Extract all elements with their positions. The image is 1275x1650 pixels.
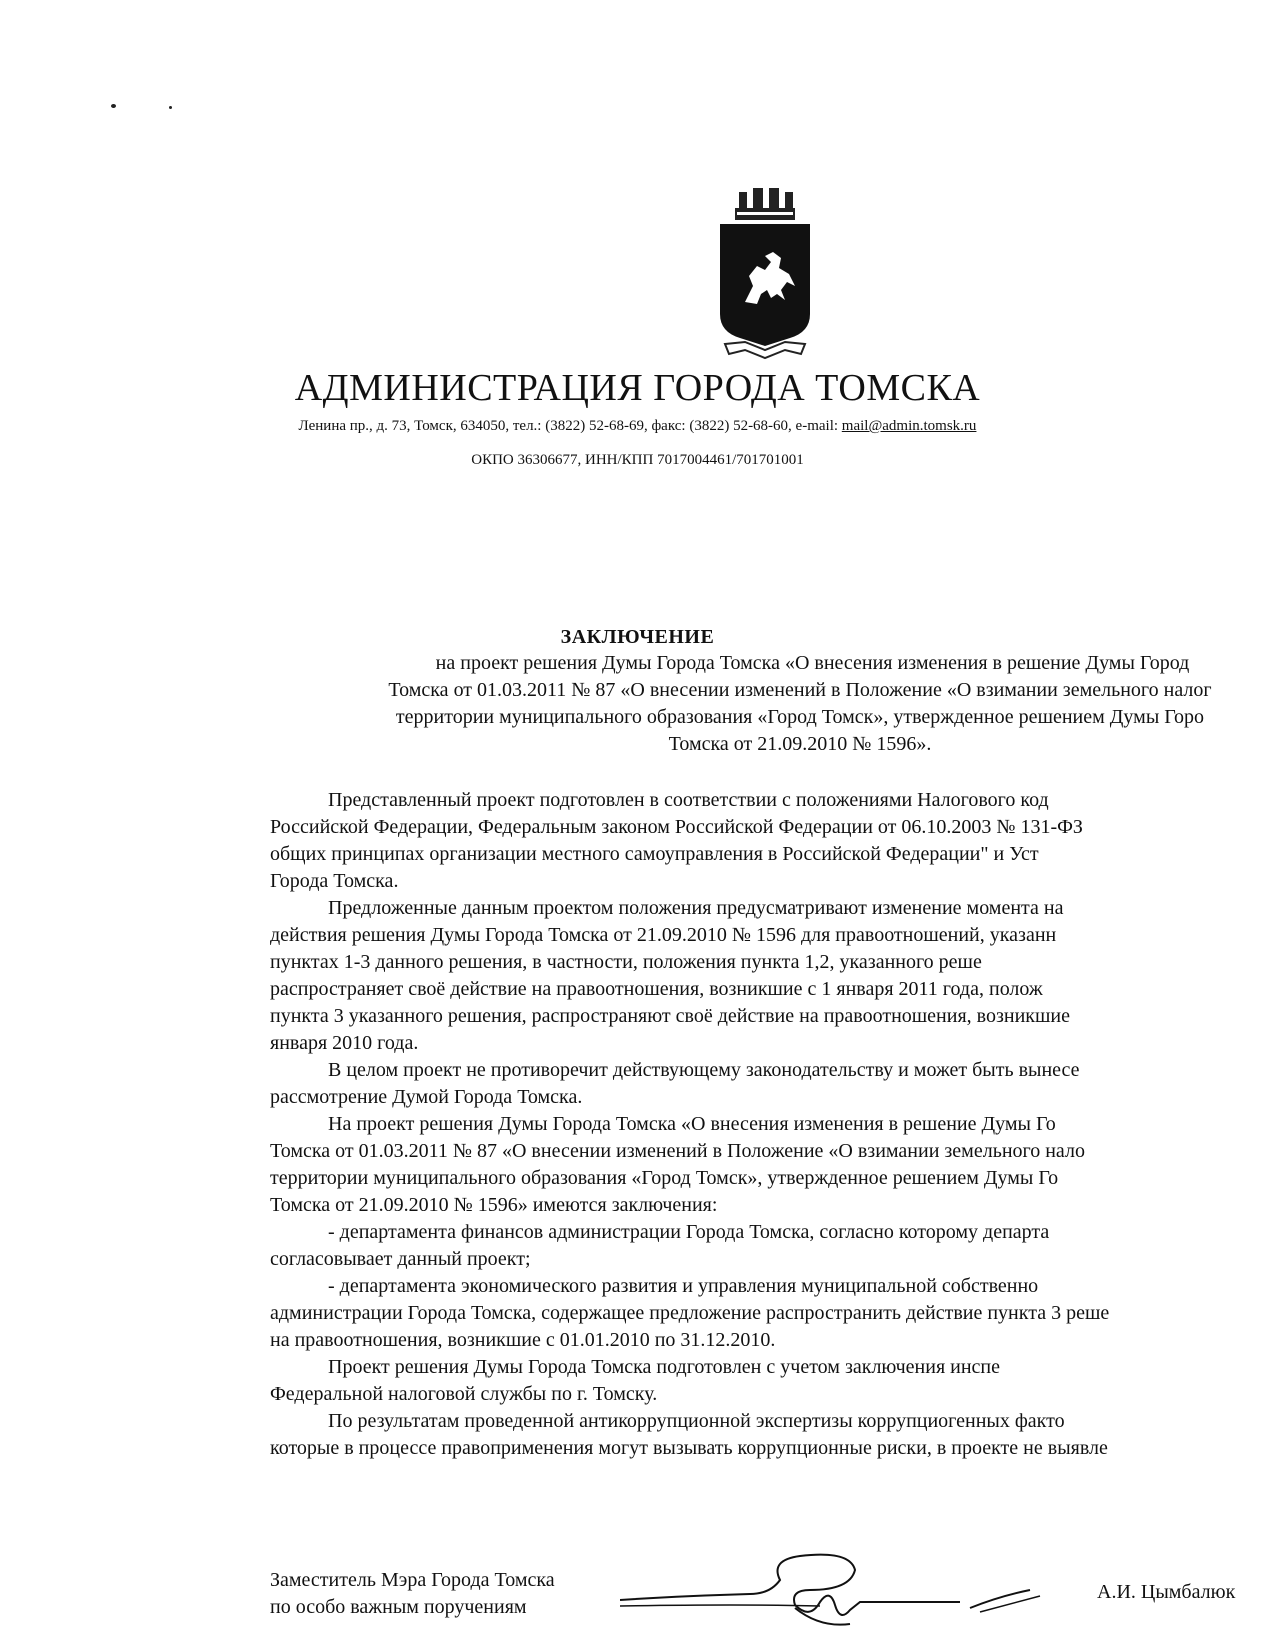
signatory-position: Заместитель Мэра Города Томска по особо важным поручениям xyxy=(270,1569,555,1618)
address-text: Ленина пр., д. 73, Томск, 634050, тел.: (3822) 52-68-69, факс: (3822) 52-68-60, e-mail: xyxy=(298,418,842,434)
handwritten-signature xyxy=(620,1550,1050,1640)
paragraph: - департамента экономического развития и управления муниципальной собственно администрации Города Томска, содержащее предложение распространить действие пункта 3 реше на правоотношения, возникшие с 01.01.2010 по 31.12.2010. xyxy=(270,1275,1110,1351)
paragraph: - департамента финансов администрации Города Томска, согласно которому департа согласовывает данный проект; xyxy=(270,1221,1050,1270)
document-title: ЗАКЛЮЧЕНИЕ xyxy=(560,626,715,648)
tomsk-coat-of-arms-icon xyxy=(715,182,815,360)
paragraph: На проект решения Думы Города Томска «О внесения изменения в решение Думы Го Томска от 01.03.2011 № 87 «О внесении изменений в Положение «О взимании земельного нало территории муниципального образования «Город Томск», утвержденное решением Думы Го Томска от 21.09.2010 № 1596» имеются заключения: xyxy=(270,1113,1085,1216)
scan-speck xyxy=(111,104,116,108)
paragraph: Предложенные данным проектом положения предусматривают изменение момента на действия решения Думы Города Томска от 21.09.2010 № 1596 для правоотношений, указанн пунктах 1-3 данного решения, в частности, положения пункта 1,2, указанного реше распространяет своё действие на правоотношения, возникшие с 1 января 2011 года, полож пункта 3 указанного решения, распространяют своё действие на правоотношения, возникшие января 2010 года. xyxy=(270,897,1070,1054)
signatory-name: А.И. Цымбалюк xyxy=(1097,1581,1236,1603)
email-link[interactable]: mail@admin.tomsk.ru xyxy=(841,418,977,434)
document-body xyxy=(270,787,1275,1462)
paragraph: В целом проект не противоречит действующему законодательству и может быть вынесе рассмотрение Думой Города Томска. xyxy=(270,1059,1080,1108)
paragraph: Представленный проект подготовлен в соответствии с положениями Налогового код Российской Федерации, Федеральным законом Российской Федерации от 06.10.2003 № 131-ФЗ общих принципах организации местного самоуправления в Российской Федерации" и Уст Города Томска. xyxy=(270,789,1083,892)
paragraph: По результатам проведенной антикоррупционной экспертизы коррупциогенных факто которые в процессе правоприменения могут вызывать коррупционные риски, в проекте не выявле xyxy=(270,1410,1108,1459)
document-subject: на проект решения Думы Города Томска «О внесения изменения в решение Думы Город Томска от 01.03.2011 № 87 «О внесении изменений в Положение «О взимании земельного налог территории муниципального образования «Город Томск», утвержденное решением Думы Горо Томска от 21.09.2010 № 1596». xyxy=(388,652,1212,755)
organization-codes: ОКПО 36306677, ИНН/КПП 7017004461/701701001 xyxy=(471,452,804,468)
organization-name: АДМИНИСТРАЦИЯ ГОРОДА ТОМСКА xyxy=(294,367,981,409)
scan-speck xyxy=(169,106,172,109)
organization-address xyxy=(0,418,1275,435)
paragraph: Проект решения Думы Города Томска подготовлен с учетом заключения инспе Федеральной налоговой службы по г. Томску. xyxy=(270,1356,1001,1405)
